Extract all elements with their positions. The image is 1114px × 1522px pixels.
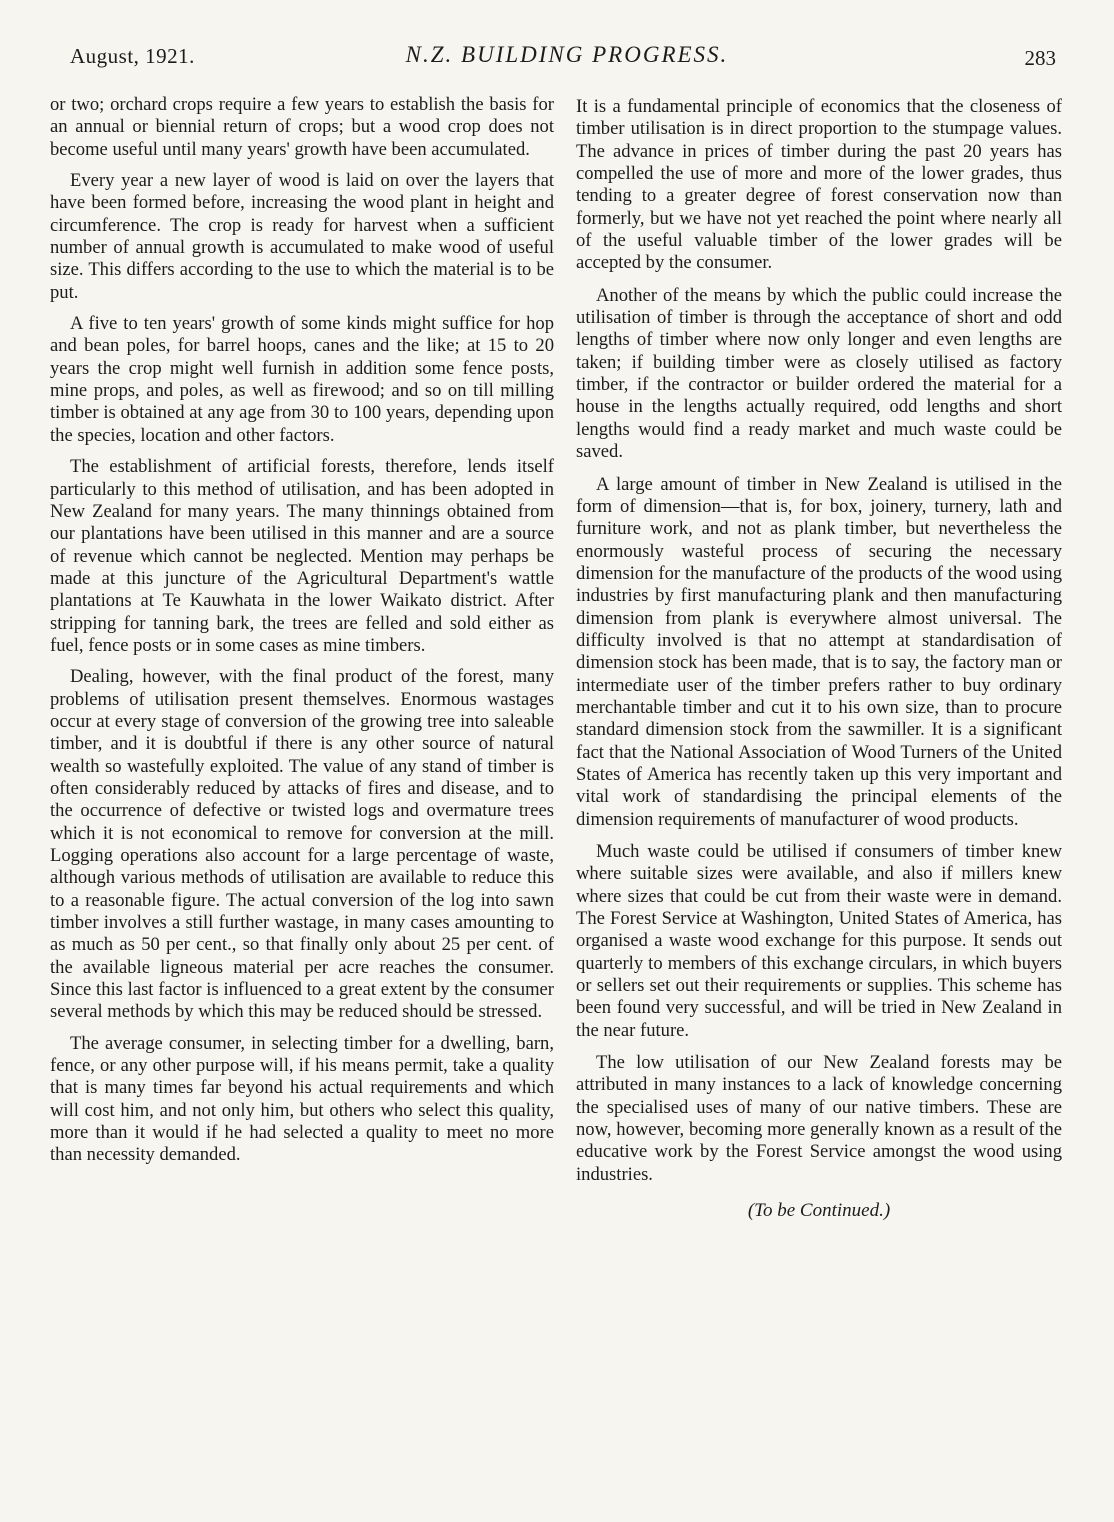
paragraph: or two; orchard crops require a few years to establish the basis for an annual or biennial return of crops; but a wood crop does not become useful until many years' growth have been accumulated. [50, 94, 554, 160]
right-column [576, 96, 1062, 1223]
left-column [50, 94, 554, 1176]
publication-title: N.Z. BUILDING PROGRESS. [405, 42, 729, 67]
paragraph: The average consumer, in selecting timber for a dwelling, barn, fence, or any other purpose will, if his means permit, take a quality that is many times far beyond his actual requirements and which will cost him, and not only him, but others who select this quality, more than it would if he had selected a quality to meet no more than necessity demanded. [50, 1032, 554, 1166]
paragraph: A large amount of timber in New Zealand is utilised in the form of dimension—that is, for box, joinery, turnery, lath and furniture work, and not as plank timber, but nevertheless the enormously wasteful process of securing the necessary dimension for the manufacture of the products of the wood using industries by first manufacturing plank and then manufacturing dimension from plank is everywhere almost universal. The difficulty involved is that no attempt at standardisation of dimension stock has been made, that is to say, the factory man or intermediate user of the timber prefers rather to buy ordinary merchantable timber and cut it to his own size, than to procure standard dimension stock from the sawmiller. It is a significant fact that the National Association of Wood Turners of the United States of America has recently taken up this very important and vital work of standardising the principal elements of the dimension requirements of manufacturer of wood products. [576, 473, 1062, 830]
issue-date: August, 1921. [70, 44, 195, 68]
paragraph: The low utilisation of our New Zealand forests may be attributed in many instances to a lack of knowledge concerning the specialised uses of many of our native timbers. These are now, however, becoming more generally known as a result of the educative work by the Forest Service amongst the wood using industries. [576, 1052, 1062, 1185]
to-be-continued-note: (To be Continued.) [747, 1200, 891, 1222]
paragraph: Dealing, however, with the final product of the forest, many problems of utilisation present themselves. Enormous wastages occur at every stage of conversion of the growing tree into saleable timber, and it is doubtful if there is any other source of natural wealth so wastefully exploited. The value of any stand of timber is often considerably reduced by attacks of fires and disease, and to the occurrence of defective or twisted logs and overmature trees which it is not economical to remove for conversion at the mill. Logging operations also account for a large percentage of waste, although various methods of utilisation are available to reduce this to a reasonable figure. The actual conversion of the log into sawn timber involves a still further wastage, in many cases amounting to as much as 50 per cent., so that finally only about 25 per cent. of the available ligneous material per acre reaches the consumer. Since this last factor is influenced to a great extent by the consumer several methods by which this may be reduced should be stressed. [50, 666, 554, 1023]
paragraph: A five to ten years' growth of some kinds might suffice for hop and bean poles, for barrel hoops, canes and the like; at 15 to 20 years the crop might well furnish in addition some fence posts, mine props, and poles, as well as firewood; and so on till milling timber is obtained at any age from 30 to 100 years, depending upon the species, location and other factors. [50, 313, 554, 446]
paragraph: It is a fundamental principle of economics that the closeness of timber utilisation is in direct proportion to the stumpage values. The advance in prices of timber during the past 20 years has compelled the use of more and more of the lower grades, thus tending to a greater degree of forest conservation now than formerly, but we have not yet reached the point where nearly all of the useful valuable timber of the lower grades will be accepted by the consumer. [576, 96, 1062, 274]
paragraph: Every year a new layer of wood is laid on over the layers that have been formed before, increasing the wood plant in height and circumference. The crop is ready for harvest when a sufficient number of annual growth is accumulated to make wood of useful size. This differs according to the use to which the material is to be put. [50, 170, 554, 303]
paragraph: The establishment of artificial forests, therefore, lends itself particularly to this method of utilisation, and has been adopted in New Zealand for many years. The many thinnings obtained from our plantations have been utilised in this manner and are a source of revenue which cannot be neglected. Mention may perhaps be made at this juncture of the Agricultural Department's wattle plantations at Te Kauwhata in the lower Waikato district. After stripping for tanning bark, the trees are felled and sold either as fuel, fence posts or in some cases as mine timbers. [50, 456, 554, 656]
page-number: 283 [1024, 46, 1056, 70]
paragraph: Much waste could be utilised if consumers of timber knew where suitable sizes were available, and also if millers knew where sizes that could be cut from their waste were in demand. The Forest Service at Washington, United States of America, has organised a waste wood exchange for this purpose. It sends out quarterly to members of this exchange circulars, in which buyers or sellers set out their requirements or supplies. This scheme has been found very successful, and will be tried in New Zealand in the near future. [576, 841, 1062, 1041]
paragraph: Another of the means by which the public could increase the utilisation of timber is through the acceptance of short and odd lengths of timber where now only longer and even lengths are taken; if building timber were as closely utilised as factory timber, if the contractor or builder ordered the material for a house in the lengths actually required, odd lengths and short lengths would find a ready market and much waste could be saved. [576, 284, 1062, 463]
page-header [70, 44, 1064, 76]
